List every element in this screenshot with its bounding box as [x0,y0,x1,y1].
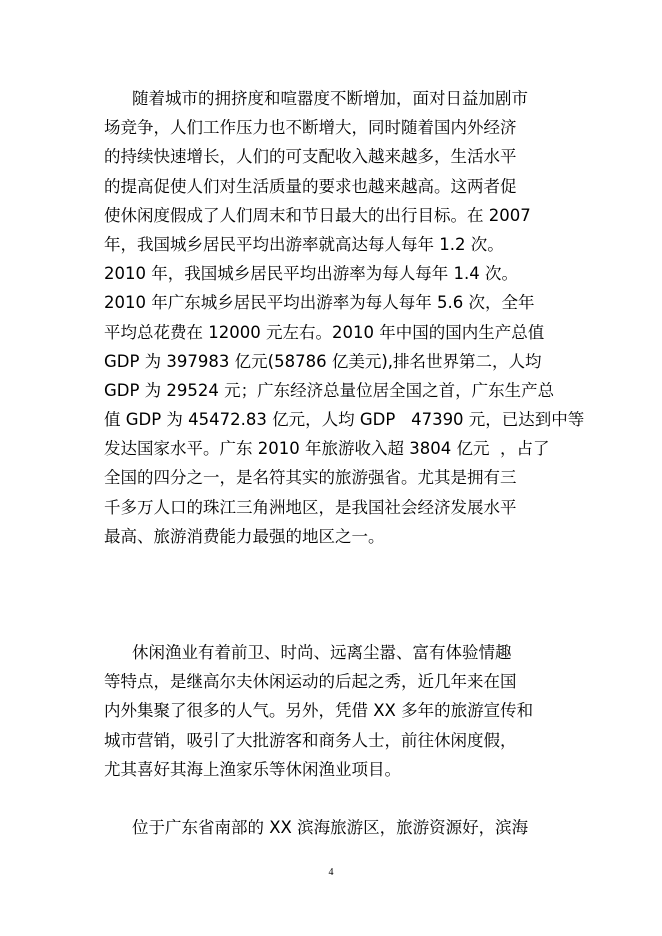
text-line: 的持续快速增长，人们的可支配收入越来越多，生活水平 [104,147,517,167]
paragraph-1 [104,84,585,551]
text-line: 值 GDP 为 45472.83 亿元，人均 GDP 47390 元，已达到中等 [104,410,585,430]
text-line: 使休闲度假成了人们周末和节日最大的出行目标。在 2007 [104,205,531,225]
text-line: 内外集聚了很多的人气。另外，凭借 XX 多年的旅游宣传和 [104,701,534,721]
text-line: 全国的四分之一，是名符其实的旅游强省。尤其是拥有三 [104,468,517,488]
text-line: GDP 为 29524 元；广东经济总量位居全国之首，广东生产总 [104,380,555,400]
text-line: 2010 年广东城乡居民平均出游率为每人每年 5.6 次，全年 [104,293,535,313]
text-line: 最高、旅游消费能力最强的地区之一。 [104,526,385,546]
text-line: 位于广东省南部的 XX 滨海旅游区，旅游资源好，滨海 [132,818,529,837]
text-line: 平均总花费在 12000 元左右。2010 年中国的国内生产总值 [104,322,545,342]
paragraph-3 [104,813,564,842]
text-line: GDP 为 397983 亿元(58786 亿美元),排名世界第二，人均 [104,351,542,371]
text-line: 尤其喜好其海上渔家乐等休闲渔业项目。 [104,759,401,779]
page-number: 4 [328,867,334,878]
paragraph-2 [104,638,564,784]
text-line: 年，我国城乡居民平均出游率就高达每人每年 1.2 次。 [104,234,504,254]
text-line: 场竞争，人们工作压力也不断增大，同时随着国内外经济 [104,118,517,138]
text-line: 等特点，是继高尔夫休闲运动的后起之秀，近几年来在国 [104,672,517,692]
text-line: 的提高促使人们对生活质量的要求也越来越高。这两者促 [104,176,517,196]
text-line: 随着城市的拥挤度和喧嚣度不断增加，面对日益加剧市 [132,89,528,108]
text-line: 休闲渔业有着前卫、时尚、远离尘嚣、富有体验情趣 [132,643,512,662]
text-line: 千多万人口的珠江三角洲地区，是我国社会经济发展水平 [104,497,517,517]
text-line: 发达国家水平。广东 2010 年旅游收入超 3804 亿元 ，占了 [104,439,550,459]
text-line: 2010 年，我国城乡居民平均出游率为每人每年 1.4 次。 [104,264,518,284]
text-line: 城市营销，吸引了大批游客和商务人士，前往休闲度假， [104,730,517,750]
